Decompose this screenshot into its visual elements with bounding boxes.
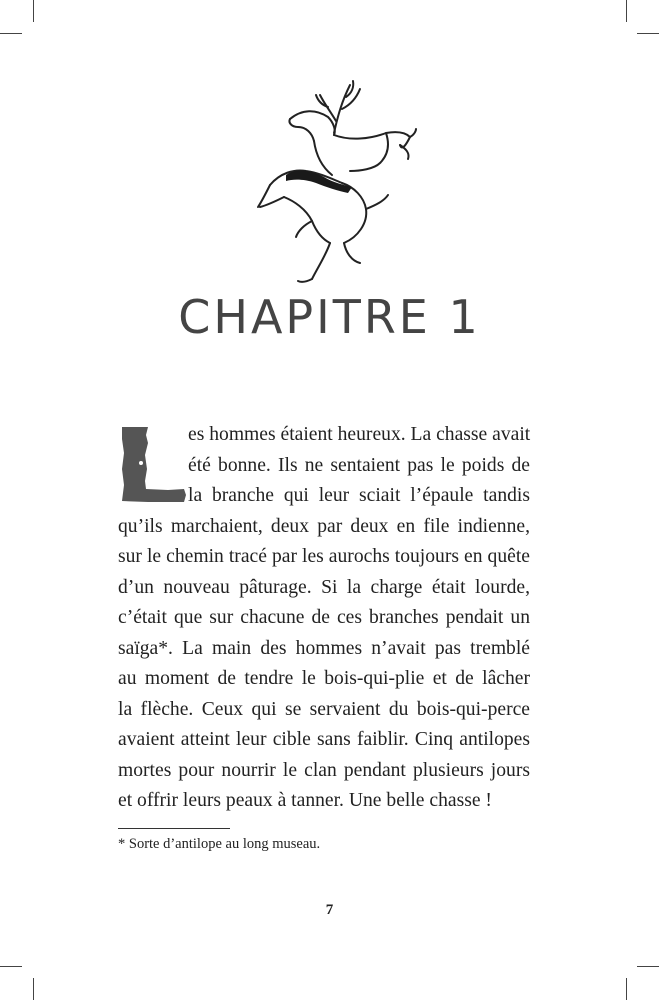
crop-mark: [33, 0, 34, 22]
chapter-title: CHAPITRE 1: [178, 290, 481, 344]
crop-mark: [626, 978, 627, 1000]
text-line: saïga*. La main des hommes n’avait pas tremblé: [118, 637, 530, 659]
text-line: qu’ils marchaient, deux par deux en file indienne,: [118, 515, 530, 537]
page-number: 7: [325, 902, 334, 918]
text-line: au moment de tendre le bois-qui-plie et de lâcher: [118, 668, 530, 689]
text-line: mortes pour nourrir le clan pendant plusieurs jours: [118, 759, 530, 781]
text-line: et offrir leurs peaux à tanner. Une belle chasse !: [118, 790, 492, 811]
text-line: sur le chemin tracé par les aurochs toujours en quête: [118, 546, 530, 567]
text-line: la flèche. Ceux qui se servaient du bois-qui-perce: [118, 698, 530, 720]
crop-mark: [637, 33, 659, 34]
text-line: été bonne. Ils ne sentaient pas le poids de: [188, 454, 530, 476]
footnote: * Sorte d’antilope au long museau.: [118, 836, 321, 852]
footnote-rule: [118, 828, 230, 829]
text-line: avaient atteint leur cible sans faiblir. Cinq antilopes: [118, 729, 530, 750]
chapter-illustration: [250, 75, 425, 290]
crop-mark: [637, 966, 659, 967]
crop-mark: [0, 966, 22, 967]
text-line: es hommes étaient heureux. La chasse avait: [188, 424, 531, 445]
text-line: d’un nouveau pâturage. Si la charge était lourde,: [118, 576, 530, 598]
crop-mark: [0, 33, 22, 34]
crop-mark: [33, 978, 34, 1000]
text-line: c’était que sur chacune de ces branches pendait un: [118, 607, 530, 628]
body-text: [118, 420, 530, 817]
text-line: la branche qui leur sciait l’épaule tandis: [188, 485, 530, 506]
crop-mark: [626, 0, 627, 22]
